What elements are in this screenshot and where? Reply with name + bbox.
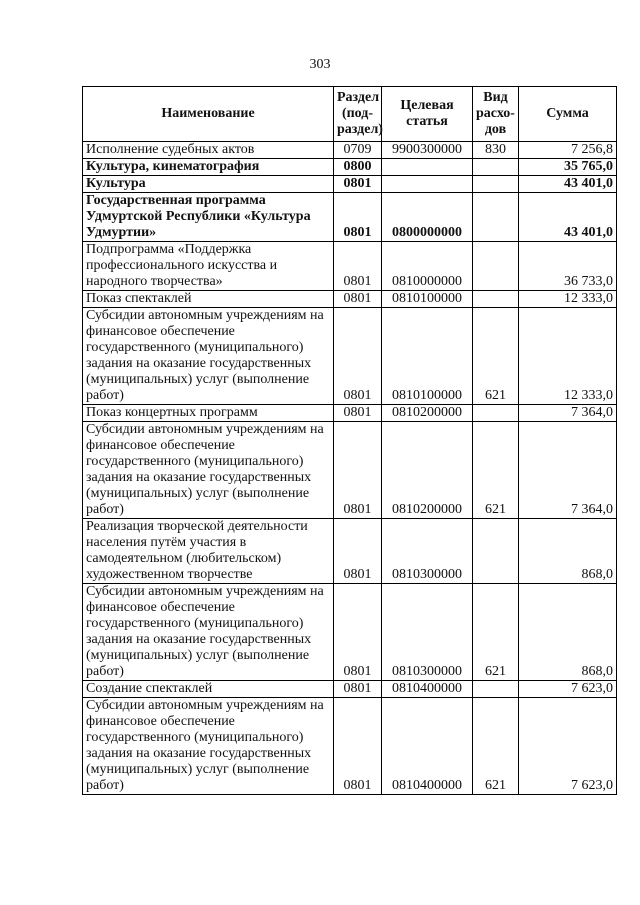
header-sum: Сумма	[519, 87, 617, 142]
cell-section: 0801	[334, 308, 382, 405]
cell-name: Субсидии автономным учреждениям на финансовое обеспечение государственного (муниципального) задания на оказание государственных (муниципальных) услуг (выполнение работ)	[83, 308, 334, 405]
header-name: Наименование	[83, 87, 334, 142]
header-type: Вид расхо- дов	[473, 87, 519, 142]
page-number: 303	[309, 57, 331, 72]
header-section: Раздел (под- раздел)	[334, 87, 382, 142]
cell-type	[473, 405, 519, 422]
cell-sum: 12 333,0	[519, 308, 617, 405]
cell-section: 0801	[334, 681, 382, 698]
table-row	[83, 308, 617, 405]
table-row	[83, 422, 617, 519]
cell-section: 0801	[334, 422, 382, 519]
cell-name: Культура	[83, 176, 334, 193]
table-row	[83, 159, 617, 176]
table-body	[83, 142, 617, 795]
cell-name: Показ спектаклей	[83, 291, 334, 308]
cell-name: Показ концертных программ	[83, 405, 334, 422]
cell-sum: 7 623,0	[519, 681, 617, 698]
cell-section: 0801	[334, 584, 382, 681]
cell-name: Подпрограмма «Поддержка профессионального искусства и народного творчества»	[83, 242, 334, 291]
table-row	[83, 681, 617, 698]
cell-section: 0800	[334, 159, 382, 176]
cell-type: 621	[473, 584, 519, 681]
cell-section: 0801	[334, 405, 382, 422]
table-row	[83, 176, 617, 193]
table-row	[83, 405, 617, 422]
cell-section: 0801	[334, 698, 382, 795]
cell-section: 0801	[334, 519, 382, 584]
cell-target: 0810300000	[382, 584, 473, 681]
cell-section: 0801	[334, 193, 382, 242]
cell-target: 0810200000	[382, 422, 473, 519]
cell-type	[473, 242, 519, 291]
cell-target: 0810400000	[382, 698, 473, 795]
table-row	[83, 519, 617, 584]
cell-type	[473, 519, 519, 584]
budget-table	[82, 86, 617, 795]
table-row	[83, 142, 617, 159]
cell-name: Субсидии автономным учреждениям на финансовое обеспечение государственного (муниципального) задания на оказание государственных (муниципальных) услуг (выполнение работ)	[83, 422, 334, 519]
cell-target	[382, 176, 473, 193]
cell-target	[382, 159, 473, 176]
cell-section: 0709	[334, 142, 382, 159]
table-row	[83, 291, 617, 308]
cell-type	[473, 681, 519, 698]
cell-name: Исполнение судебных актов	[83, 142, 334, 159]
cell-section: 0801	[334, 176, 382, 193]
cell-sum: 43 401,0	[519, 176, 617, 193]
cell-name: Реализация творческой деятельности населения путём участия в самодеятельном (любительском) художественном творчестве	[83, 519, 334, 584]
cell-sum: 43 401,0	[519, 193, 617, 242]
cell-sum: 868,0	[519, 584, 617, 681]
header-target: Целевая статья	[382, 87, 473, 142]
cell-target: 0810300000	[382, 519, 473, 584]
cell-target: 0810200000	[382, 405, 473, 422]
cell-name: Государственная программа Удмуртской Республики «Культура Удмуртии»	[83, 193, 334, 242]
cell-target: 0800000000	[382, 193, 473, 242]
cell-type: 621	[473, 308, 519, 405]
cell-target: 9900300000	[382, 142, 473, 159]
cell-type	[473, 291, 519, 308]
cell-sum: 7 623,0	[519, 698, 617, 795]
cell-target: 0810100000	[382, 308, 473, 405]
cell-sum: 868,0	[519, 519, 617, 584]
table-row	[83, 242, 617, 291]
cell-sum: 7 364,0	[519, 405, 617, 422]
cell-target: 0810100000	[382, 291, 473, 308]
cell-type: 621	[473, 422, 519, 519]
cell-sum: 36 733,0	[519, 242, 617, 291]
cell-section: 0801	[334, 242, 382, 291]
table-row	[83, 193, 617, 242]
cell-type: 830	[473, 142, 519, 159]
cell-sum: 12 333,0	[519, 291, 617, 308]
cell-type	[473, 193, 519, 242]
cell-type	[473, 176, 519, 193]
cell-name: Культура, кинематография	[83, 159, 334, 176]
cell-target: 0810400000	[382, 681, 473, 698]
table-row	[83, 584, 617, 681]
cell-section: 0801	[334, 291, 382, 308]
cell-sum: 7 364,0	[519, 422, 617, 519]
cell-name: Создание спектаклей	[83, 681, 334, 698]
header-row	[83, 87, 617, 142]
cell-sum: 35 765,0	[519, 159, 617, 176]
cell-sum: 7 256,8	[519, 142, 617, 159]
cell-target: 0810000000	[382, 242, 473, 291]
cell-type: 621	[473, 698, 519, 795]
table-row	[83, 698, 617, 795]
cell-name: Субсидии автономным учреждениям на финансовое обеспечение государственного (муниципального) задания на оказание государственных (муниципальных) услуг (выполнение работ)	[83, 698, 334, 795]
cell-type	[473, 159, 519, 176]
cell-name: Субсидии автономным учреждениям на финансовое обеспечение государственного (муниципального) задания на оказание государственных (муниципальных) услуг (выполнение работ)	[83, 584, 334, 681]
